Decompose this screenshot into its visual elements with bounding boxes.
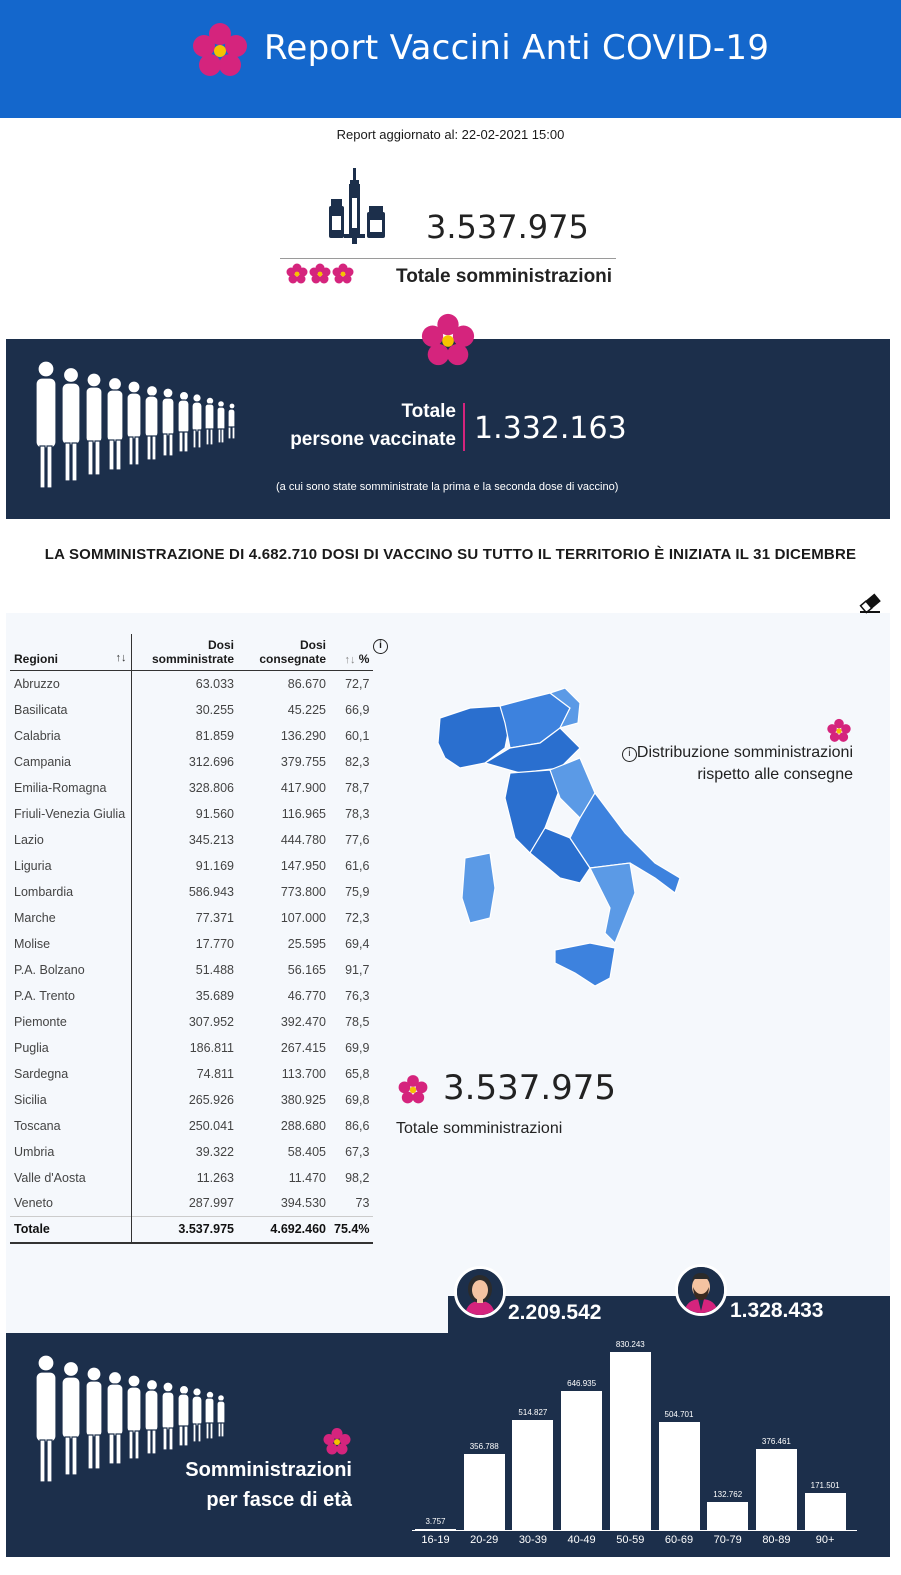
eraser-icon[interactable] — [858, 592, 882, 614]
cell-region: Sicilia — [10, 1087, 131, 1113]
table-header-row — [10, 634, 373, 671]
cell-percent: 82,3 — [345, 754, 370, 769]
cell-dosi-consegnate: 136.290 — [280, 728, 326, 743]
cell-dosi-somministrate: 74.811 — [196, 1066, 234, 1081]
cell-dosi-consegnate: 288.680 — [280, 1118, 326, 1133]
male-count: 1.328.433 — [730, 1299, 824, 1322]
female-avatar — [454, 1266, 506, 1318]
table-row[interactable] — [10, 1113, 373, 1139]
cell-percent: 98,2 — [345, 1170, 370, 1185]
sort-icon[interactable]: ↑↓ — [344, 654, 356, 666]
cell-dosi-somministrate: 51.488 — [195, 962, 234, 977]
cell-percent: 60,1 — [345, 728, 370, 743]
total-cell: 4.692.460 — [238, 1217, 330, 1243]
cell-percent: 67,3 — [345, 1144, 370, 1159]
bar-30-39[interactable] — [512, 1420, 553, 1530]
table-row[interactable] — [10, 775, 373, 801]
cell-percent: 72,3 — [345, 910, 370, 925]
cell-percent: 69,4 — [345, 936, 370, 951]
cell-dosi-consegnate: 46.770 — [287, 988, 326, 1003]
cell-dosi-somministrate: 265.926 — [188, 1092, 234, 1107]
vaccinated-note: (a cui sono state somministrate la prima e la seconda dose di vaccino) — [276, 481, 619, 493]
cell-dosi-consegnate: 116.965 — [281, 806, 326, 821]
table-row[interactable] — [10, 879, 373, 905]
cell-dosi-consegnate: 45.225 — [287, 702, 326, 717]
table-row[interactable] — [10, 723, 373, 749]
cell-dosi-somministrate: 287.997 — [188, 1196, 234, 1211]
bar-value-label: 646.935 — [567, 1379, 597, 1389]
cell-region: Abruzzo — [10, 671, 131, 697]
total-cell: Totale — [10, 1217, 131, 1243]
bar-value-label: 504.701 — [664, 1409, 694, 1419]
sort-icon[interactable]: ↑↓ — [115, 652, 127, 664]
cell-percent: 78,5 — [345, 1014, 370, 1029]
cell-region: Friuli-Venezia Giulia — [10, 801, 131, 827]
table-row[interactable] — [10, 905, 373, 931]
column-header-percent[interactable] — [330, 634, 373, 671]
table-row[interactable] — [10, 853, 373, 879]
cell-dosi-consegnate: 379.755 — [280, 754, 326, 769]
cell-dosi-consegnate: 773.800 — [280, 884, 326, 899]
bar-value-label: 514.827 — [518, 1407, 548, 1417]
cell-region: Emilia-Romagna — [10, 775, 131, 801]
bar-value-label: 132.762 — [713, 1489, 743, 1499]
cell-dosi-somministrate: 312.696 — [188, 754, 234, 769]
x-tick-label: 60-69 — [664, 1534, 694, 1546]
cell-dosi-consegnate: 25.595 — [287, 936, 326, 951]
column-header-regioni[interactable] — [10, 634, 131, 671]
vaccinated-value: 1.332.163 — [474, 411, 627, 446]
cell-region: Sardegna — [10, 1061, 131, 1087]
bar-value-label: 830.243 — [615, 1340, 645, 1349]
cell-region: Liguria — [10, 853, 131, 879]
x-tick-label: 70-79 — [713, 1534, 742, 1546]
table-row[interactable] — [10, 1165, 373, 1191]
column-header-label: consegnate — [259, 652, 326, 666]
cell-dosi-somministrate: 328.806 — [188, 780, 234, 795]
cell-region: Umbria — [10, 1139, 131, 1165]
cell-dosi-consegnate: 444.780 — [280, 832, 326, 847]
cell-region: Piemonte — [10, 1009, 131, 1035]
cell-region: Veneto — [10, 1191, 131, 1217]
total-administrations-label: Totale somministrazioni — [396, 1120, 563, 1137]
cell-dosi-somministrate: 39.322 — [195, 1144, 234, 1159]
cell-percent: 91,7 — [345, 962, 370, 977]
cell-region: P.A. Bolzano — [10, 957, 131, 983]
cell-dosi-consegnate: 11.470 — [288, 1170, 326, 1185]
cell-dosi-consegnate: 147.950 — [280, 858, 326, 873]
column-header-dosi-somministrate[interactable] — [131, 634, 238, 671]
map-title-line1: Distribuzione somministrazioni — [636, 744, 853, 761]
cell-dosi-somministrate: 63.033 — [195, 676, 234, 691]
bar-value-label: 376.461 — [761, 1437, 791, 1447]
cell-percent: 72,7 — [345, 676, 370, 691]
header-bar — [0, 0, 901, 118]
cell-percent: 65,8 — [345, 1066, 370, 1081]
cell-dosi-somministrate: 91.169 — [195, 858, 234, 873]
cell-dosi-consegnate: 267.415 — [280, 1040, 326, 1055]
cell-dosi-consegnate: 58.405 — [287, 1144, 326, 1159]
column-header-dosi-consegnate[interactable] — [238, 634, 330, 671]
divider — [463, 403, 465, 451]
female-icon — [457, 1269, 503, 1315]
table-row[interactable] — [10, 1061, 373, 1087]
cell-percent: 76,3 — [345, 988, 370, 1003]
bar-value-label: 3.757 — [425, 1517, 446, 1526]
bar-value-label: 356.788 — [469, 1441, 499, 1451]
cell-region: Campania — [10, 749, 131, 775]
vaccinated-label-line2: persone vaccinate — [290, 429, 456, 450]
table-row[interactable] — [10, 1035, 373, 1061]
total-administrations-value: 3.537.975 — [426, 208, 589, 246]
cell-dosi-somministrate: 77.371 — [195, 910, 234, 925]
map-title-line2: rispetto alle consegne — [697, 766, 853, 783]
x-tick-label: 80-89 — [762, 1534, 791, 1546]
cell-region: P.A. Trento — [10, 983, 131, 1009]
cell-dosi-consegnate: 380.925 — [280, 1092, 326, 1107]
cell-region: Molise — [10, 931, 131, 957]
column-header-label: % — [358, 652, 370, 666]
headline: LA SOMMINISTRAZIONE DI 4.682.710 DOSI DI VACCINO SU TUTTO IL TERRITORIO È INIZIATA IL 31 DICEMBRE — [44, 546, 857, 563]
column-header-label: Dosi — [207, 638, 234, 652]
cell-region: Marche — [10, 905, 131, 931]
map-title — [600, 742, 853, 786]
cell-dosi-consegnate: 56.165 — [287, 962, 326, 977]
table-row[interactable] — [10, 957, 373, 983]
map-info-icon[interactable]: i — [622, 747, 637, 762]
x-tick-label: 16-19 — [421, 1534, 450, 1546]
total-cell: 75.4% — [330, 1217, 373, 1243]
cell-dosi-somministrate: 345.213 — [188, 832, 234, 847]
cell-dosi-somministrate: 250.041 — [188, 1118, 234, 1133]
cell-percent: 75,9 — [345, 884, 370, 899]
cell-region: Lazio — [10, 827, 131, 853]
cell-dosi-consegnate: 107.000 — [280, 910, 326, 925]
table-row[interactable] — [10, 1191, 373, 1217]
bar-60-69[interactable] — [659, 1422, 700, 1530]
flower-icon — [397, 1074, 429, 1106]
x-tick-label: 50-59 — [616, 1534, 645, 1546]
italy-map[interactable] — [430, 688, 690, 988]
bar-70-79[interactable] — [707, 1502, 748, 1530]
table-row[interactable] — [10, 671, 373, 697]
cell-dosi-somministrate: 307.952 — [188, 1014, 234, 1029]
cell-region: Toscana — [10, 1113, 131, 1139]
cell-percent: 69,9 — [345, 1040, 370, 1055]
flower-icon — [419, 312, 477, 370]
cell-dosi-consegnate: 394.530 — [280, 1196, 326, 1211]
bar-50-59[interactable] — [610, 1352, 651, 1530]
column-header-label: Dosi — [299, 638, 326, 652]
regions-table — [10, 634, 373, 1244]
cell-region: Calabria — [10, 723, 131, 749]
cell-dosi-somministrate: 17.770 — [195, 936, 234, 951]
age-section-label-line2: per fasce di età — [206, 1489, 352, 1511]
table-row[interactable] — [10, 1139, 373, 1165]
cell-dosi-somministrate: 91.560 — [195, 806, 234, 821]
cell-dosi-somministrate: 186.811 — [189, 1040, 234, 1055]
table-row[interactable] — [10, 931, 373, 957]
bar-value-label: 171.501 — [810, 1481, 840, 1491]
bar-90+[interactable] — [805, 1493, 846, 1530]
three-flowers-icon — [286, 262, 354, 286]
cell-percent: 66,9 — [345, 702, 370, 717]
table-row[interactable] — [10, 1009, 373, 1035]
table-info-icon[interactable]: i — [373, 639, 388, 654]
x-tick-label: 30-39 — [518, 1534, 547, 1546]
cell-region: Valle d'Aosta — [10, 1165, 131, 1191]
map-region-sicily — [555, 943, 615, 986]
male-icon — [678, 1267, 724, 1313]
age-section-label-line1: Somministrazioni — [185, 1459, 352, 1481]
cell-dosi-somministrate: 35.689 — [195, 988, 234, 1003]
queue-people-illustration — [24, 353, 244, 498]
table-total-row — [10, 1217, 373, 1243]
bar-20-29[interactable] — [464, 1454, 505, 1530]
vaccinated-label-line1: Totale — [401, 401, 456, 422]
table-row[interactable] — [10, 983, 373, 1009]
map-region-sardinia — [462, 853, 495, 923]
total-administrations-label: Totale somministrazioni — [396, 266, 613, 287]
female-count: 2.209.542 — [508, 1301, 602, 1324]
table-row[interactable] — [10, 749, 373, 775]
total-cell: 3.537.975 — [131, 1217, 238, 1243]
column-header-label: somministrate — [151, 652, 234, 666]
cell-dosi-somministrate: 81.859 — [195, 728, 234, 743]
cell-dosi-consegnate: 113.700 — [281, 1066, 326, 1081]
cell-percent: 69,8 — [345, 1092, 370, 1107]
chart-x-axis — [412, 1530, 857, 1531]
cell-percent: 78,7 — [345, 780, 370, 795]
cell-percent: 77,6 — [345, 832, 370, 847]
cell-dosi-consegnate: 417.900 — [280, 780, 326, 795]
cell-percent: 78,3 — [345, 806, 370, 821]
cell-percent: 61,6 — [345, 858, 370, 873]
male-avatar — [675, 1264, 727, 1316]
x-tick-label: 40-49 — [567, 1534, 596, 1546]
flower-icon — [826, 718, 852, 744]
page-title: Report Vaccini Anti COVID-19 — [264, 28, 770, 68]
bar-40-49[interactable] — [561, 1391, 602, 1530]
cell-dosi-consegnate: 392.470 — [280, 1014, 326, 1029]
x-tick-label: 90+ — [815, 1534, 835, 1546]
table-row[interactable] — [10, 801, 373, 827]
column-header-label: Regioni — [14, 652, 58, 666]
update-timestamp: Report aggiornato al: 22-02-2021 15:00 — [336, 127, 565, 142]
cell-dosi-somministrate: 30.255 — [195, 702, 234, 717]
vaccine-syringe-icon — [326, 168, 388, 244]
cell-dosi-somministrate: 586.943 — [188, 884, 234, 899]
table-row[interactable] — [10, 697, 373, 723]
cell-dosi-somministrate: 11.263 — [196, 1170, 234, 1185]
x-tick-label: 20-29 — [470, 1534, 499, 1546]
cell-region: Basilicata — [10, 697, 131, 723]
cell-dosi-consegnate: 86.670 — [287, 676, 326, 691]
cell-percent: 73 — [355, 1196, 370, 1211]
table-row[interactable] — [10, 827, 373, 853]
cell-percent: 86,6 — [345, 1118, 370, 1133]
cell-region: Lombardia — [10, 879, 131, 905]
total-administrations-value: 3.537.975 — [443, 1068, 617, 1108]
bar-80-89[interactable] — [756, 1449, 797, 1530]
cell-region: Puglia — [10, 1035, 131, 1061]
flower-logo-icon — [190, 21, 250, 81]
map-region-calabria — [590, 863, 635, 943]
flower-icon — [322, 1427, 352, 1457]
divider — [280, 258, 616, 259]
table-row[interactable] — [10, 1087, 373, 1113]
